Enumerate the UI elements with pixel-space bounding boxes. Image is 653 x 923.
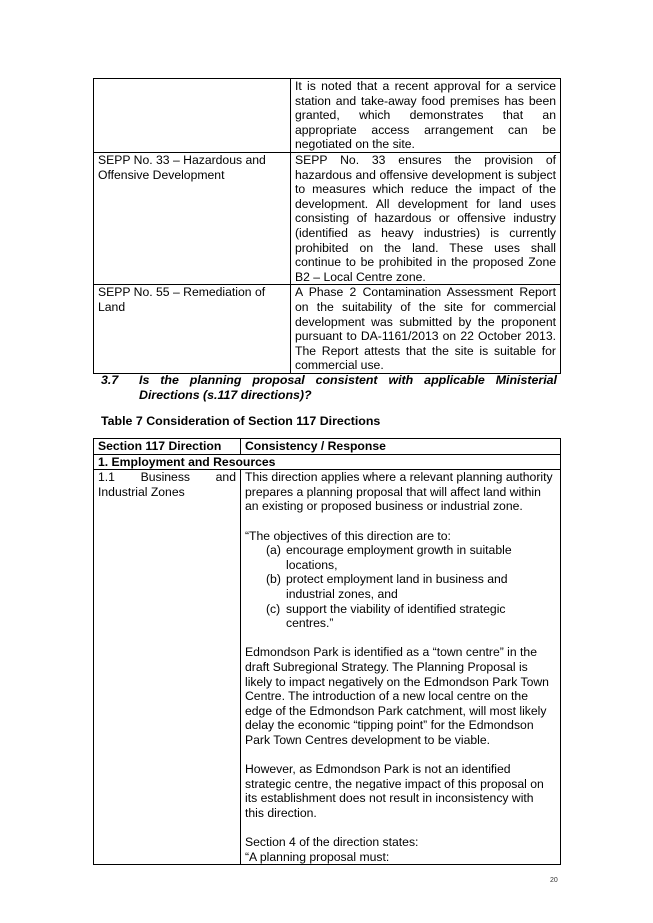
response-paragraph: “The objectives of this direction are to: <box>245 528 451 543</box>
list-item-text: encourage employment growth in suitable locations, <box>286 543 512 572</box>
sepp-response-cell: It is noted that a recent approval for a service station and take-away food premises has been granted, which demonstrates that an appropriate access arrangement can be negotiated on the site. <box>291 79 561 153</box>
section-number: 3.7 <box>101 373 119 387</box>
sepp-name-cell: SEPP No. 55 – Remediation of Land <box>94 285 291 374</box>
response-paragraph: Section 4 of the direction states: <box>245 835 419 850</box>
list-item <box>266 572 554 601</box>
column-header-direction: Section 117 Direction <box>94 439 241 455</box>
list-item <box>266 602 554 631</box>
sepp-name-cell <box>94 79 291 153</box>
list-item-label: (a) <box>266 543 281 558</box>
table-row <box>94 79 561 153</box>
objectives-list <box>245 543 554 631</box>
list-item-text: protect employment land in business and industrial zones, and <box>286 572 508 601</box>
sepp-name-cell: SEPP No. 33 – Hazardous and Offensive Development <box>94 152 291 284</box>
direction-name-line: 1.1 Business and <box>98 470 236 485</box>
response-paragraph: “A planning proposal must: <box>245 849 390 864</box>
list-item-text: support the viability of identified strategic centres.” <box>286 601 506 631</box>
section-heading-line: Is the planning proposal consistent with applicable Ministerial <box>139 373 557 387</box>
section-heading <box>101 373 557 402</box>
sepp-response-cell: A Phase 2 Contamination Assessment Report on the suitability of the site for commercial development was submitted by the proponent pursuant to DA-1161/2013 on 22 October 2013. The Report attests that the site is suitable for commercial use. <box>291 285 561 374</box>
response-paragraph: This direction applies where a relevant planning authority prepares a planning proposal that will affect land within an existing or proposed business or industrial zone. <box>245 470 553 514</box>
list-item-label: (c) <box>266 601 281 616</box>
sepp-table <box>93 78 561 374</box>
list-item-label: (b) <box>266 572 281 587</box>
sepp-response-cell: SEPP No. 33 ensures the provision of hazardous and offensive development is subject to measures which reduce the impact of the development. All development for land uses consisting of hazardous or offensive industry (identified as heavy industries) is currently prohibited on the land. These uses shall continue to be prohibited in the proposed Zone B2 – Local Centre zone. <box>291 152 561 284</box>
section-heading-line: Directions (s.117 directions)? <box>139 387 312 402</box>
table-section-row <box>94 454 561 470</box>
table-row <box>94 285 561 374</box>
s117-directions-table <box>93 438 561 865</box>
response-paragraph: However, as Edmondson Park is not an identified strategic centre, the negative impact of this proposal on its establishment does not result in inconsistency with this direction. <box>245 762 544 820</box>
response-cell <box>241 470 561 865</box>
direction-name-line: Industrial Zones <box>98 484 185 499</box>
list-item <box>266 543 554 572</box>
table-caption: Table 7 Consideration of Section 117 Directions <box>101 414 381 428</box>
table-row <box>94 470 561 865</box>
table-row <box>94 152 561 284</box>
page-number: 20 <box>550 877 558 884</box>
table-header-row <box>94 439 561 455</box>
section-row-label: 1. Employment and Resources <box>94 454 561 470</box>
response-paragraph: Edmondson Park is identified as a “town centre” in the draft Subregional Strategy. The Planning Proposal is likely to impact negatively on the Edmondson Park Town Centre. The introduction of a new local centre on the edge of the Edmondson Park catchment, will most likely delay the economic “tipping point” for the Edmondson Park Town Centres development to be viable. <box>245 645 549 747</box>
direction-cell <box>94 470 241 865</box>
column-header-response: Consistency / Response <box>241 439 561 455</box>
